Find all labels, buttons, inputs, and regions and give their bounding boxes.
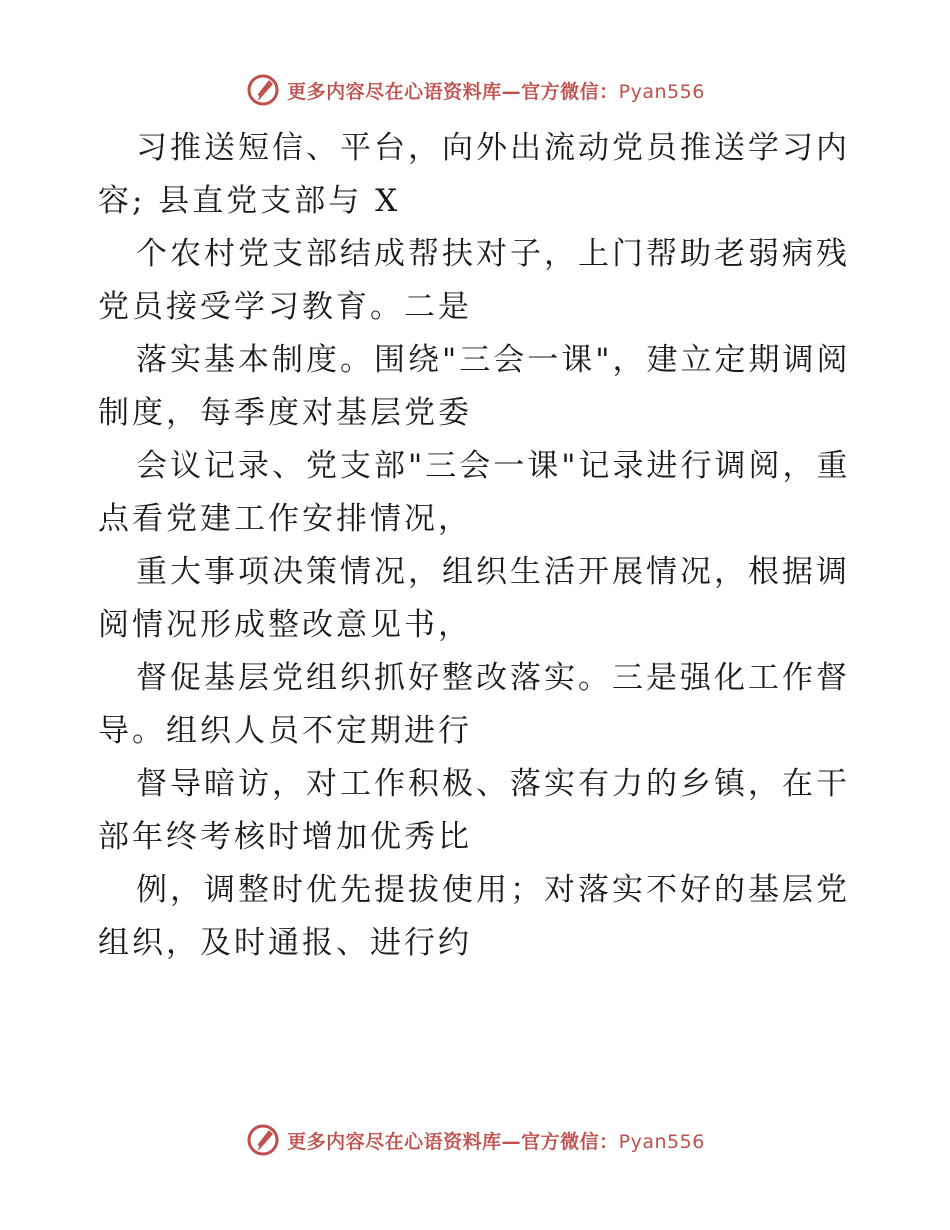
paragraph-1: 习推送短信、平台，向外出流动党员推送学习内 容; 县直党支部与 X bbox=[98, 130, 850, 219]
paragraph-3: 落实基本制度。围绕"三会一课"，建立定期调阅 制度，每季度对基层党委 bbox=[98, 342, 851, 431]
paragraph-5: 重大事项决策情况，组织生活开展情况，根据调 阅情况形成整改意见书， bbox=[98, 554, 850, 643]
footer-banner bbox=[0, 1118, 950, 1162]
pen-nib-logo-icon bbox=[245, 72, 281, 108]
header-banner-text: 更多内容尽在心语资料库—官方微信：Pyan556 bbox=[287, 80, 705, 103]
document-body bbox=[98, 122, 868, 970]
paragraph-6: 督促基层党组织抓好整改落实。三是强化工作督 导。组织人员不定期进行 bbox=[98, 660, 850, 749]
paragraph-4: 会议记录、党支部"三会一课"记录进行调阅，重 点看党建工作安排情况， bbox=[98, 448, 851, 537]
paragraph-8: 例，调整时优先提拔使用；对落实不好的基层党 组织，及时通报、进行约 bbox=[98, 872, 850, 961]
footer-banner-text: 更多内容尽在心语资料库—官方微信：Pyan556 bbox=[287, 1130, 705, 1153]
paragraph-7: 督导暗访，对工作积极、落实有力的乡镇，在干 部年终考核时增加优秀比 bbox=[98, 766, 850, 855]
paragraph-2: 个农村党支部结成帮扶对子，上门帮助老弱病残 党员接受学习教育。二是 bbox=[98, 236, 850, 325]
header-banner bbox=[0, 68, 950, 112]
pen-nib-logo-icon bbox=[245, 1122, 281, 1158]
